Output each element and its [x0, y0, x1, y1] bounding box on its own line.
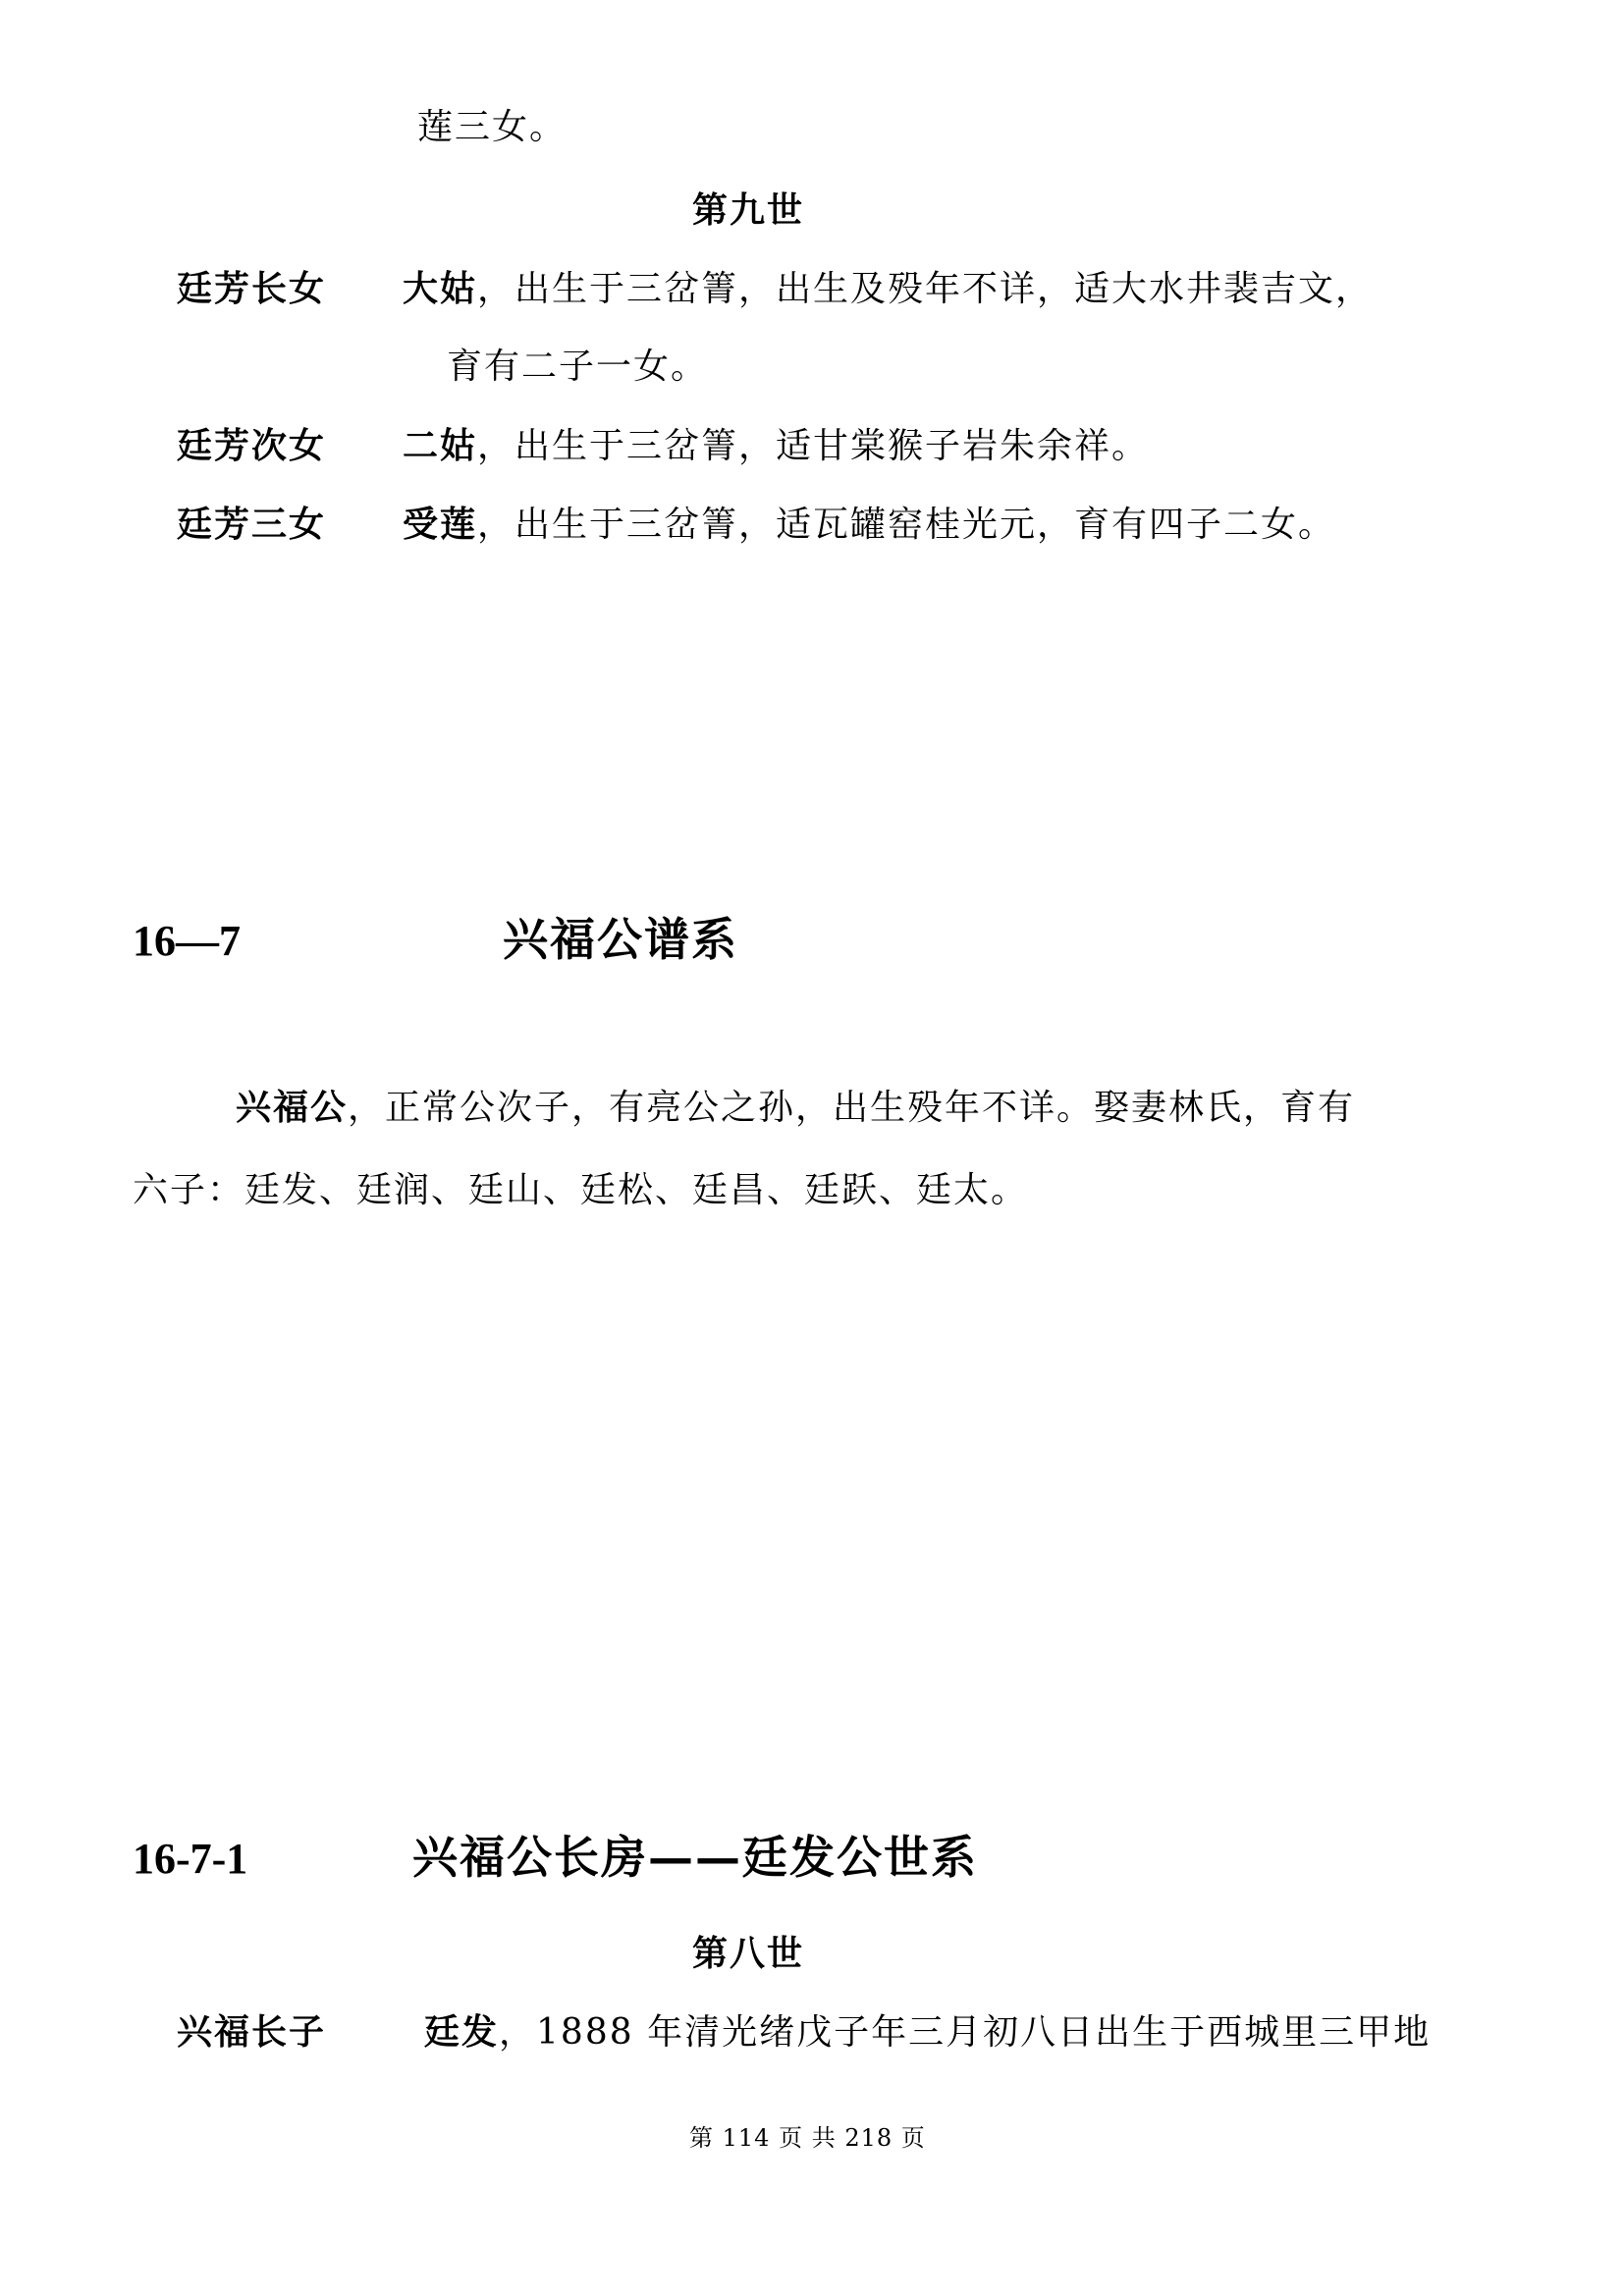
- entry-relation: 廷芳三女: [177, 504, 327, 545]
- intro-text: ，正常公次子，有亮公之孙，出生殁年不详。娶妻林氏，育有: [348, 1088, 1356, 1128]
- entry-continuation: 育有二子一女。: [447, 347, 709, 387]
- entry-text: ，出生于三岔箐，适瓦罐窑桂光元，育有四子二女。: [477, 505, 1336, 545]
- entry-name: 廷发: [424, 2011, 500, 2053]
- entry-body: [403, 504, 1336, 545]
- entry-relation: 廷芳长女: [177, 268, 327, 309]
- entry-text: ，出生于三岔箐，出生及殁年不详，适大水井裴吉文，: [477, 269, 1374, 309]
- entry-name: 二姑: [403, 425, 478, 466]
- entry-text: ，1888 年清光绪戊子年三月初八日出生于西城里三甲地: [499, 2012, 1432, 2053]
- entry-text: ，出生于三岔箐，适甘棠猴子岩朱余祥。: [477, 426, 1150, 466]
- section-title: 兴福公长房——廷发公世系: [412, 1831, 978, 1884]
- entry-relation: 廷芳次女: [177, 425, 327, 466]
- entry-name: 受莲: [403, 504, 478, 545]
- section-number: 16-7-1: [133, 1835, 248, 1883]
- intro-paragraph-line: [236, 1087, 1356, 1128]
- intro-paragraph-line: 六子：廷发、廷润、廷山、廷松、廷昌、廷跃、廷太。: [133, 1170, 1029, 1210]
- generation-heading: 第八世: [692, 1933, 805, 1974]
- generation-heading: 第九世: [692, 189, 805, 231]
- intro-name: 兴福公: [236, 1087, 349, 1128]
- page-footer: 第 114 页 共 218 页: [689, 2124, 926, 2152]
- section-title: 兴福公谱系: [503, 913, 738, 966]
- entry-body: [403, 268, 1374, 309]
- section-number: 16—7: [133, 917, 241, 965]
- entry-body: [403, 425, 1150, 466]
- entry-name: 大姑: [403, 268, 478, 309]
- entry-body: [424, 2011, 1432, 2053]
- continuation-text: 莲三女。: [417, 107, 568, 147]
- entry-relation: 兴福长子: [177, 2011, 327, 2053]
